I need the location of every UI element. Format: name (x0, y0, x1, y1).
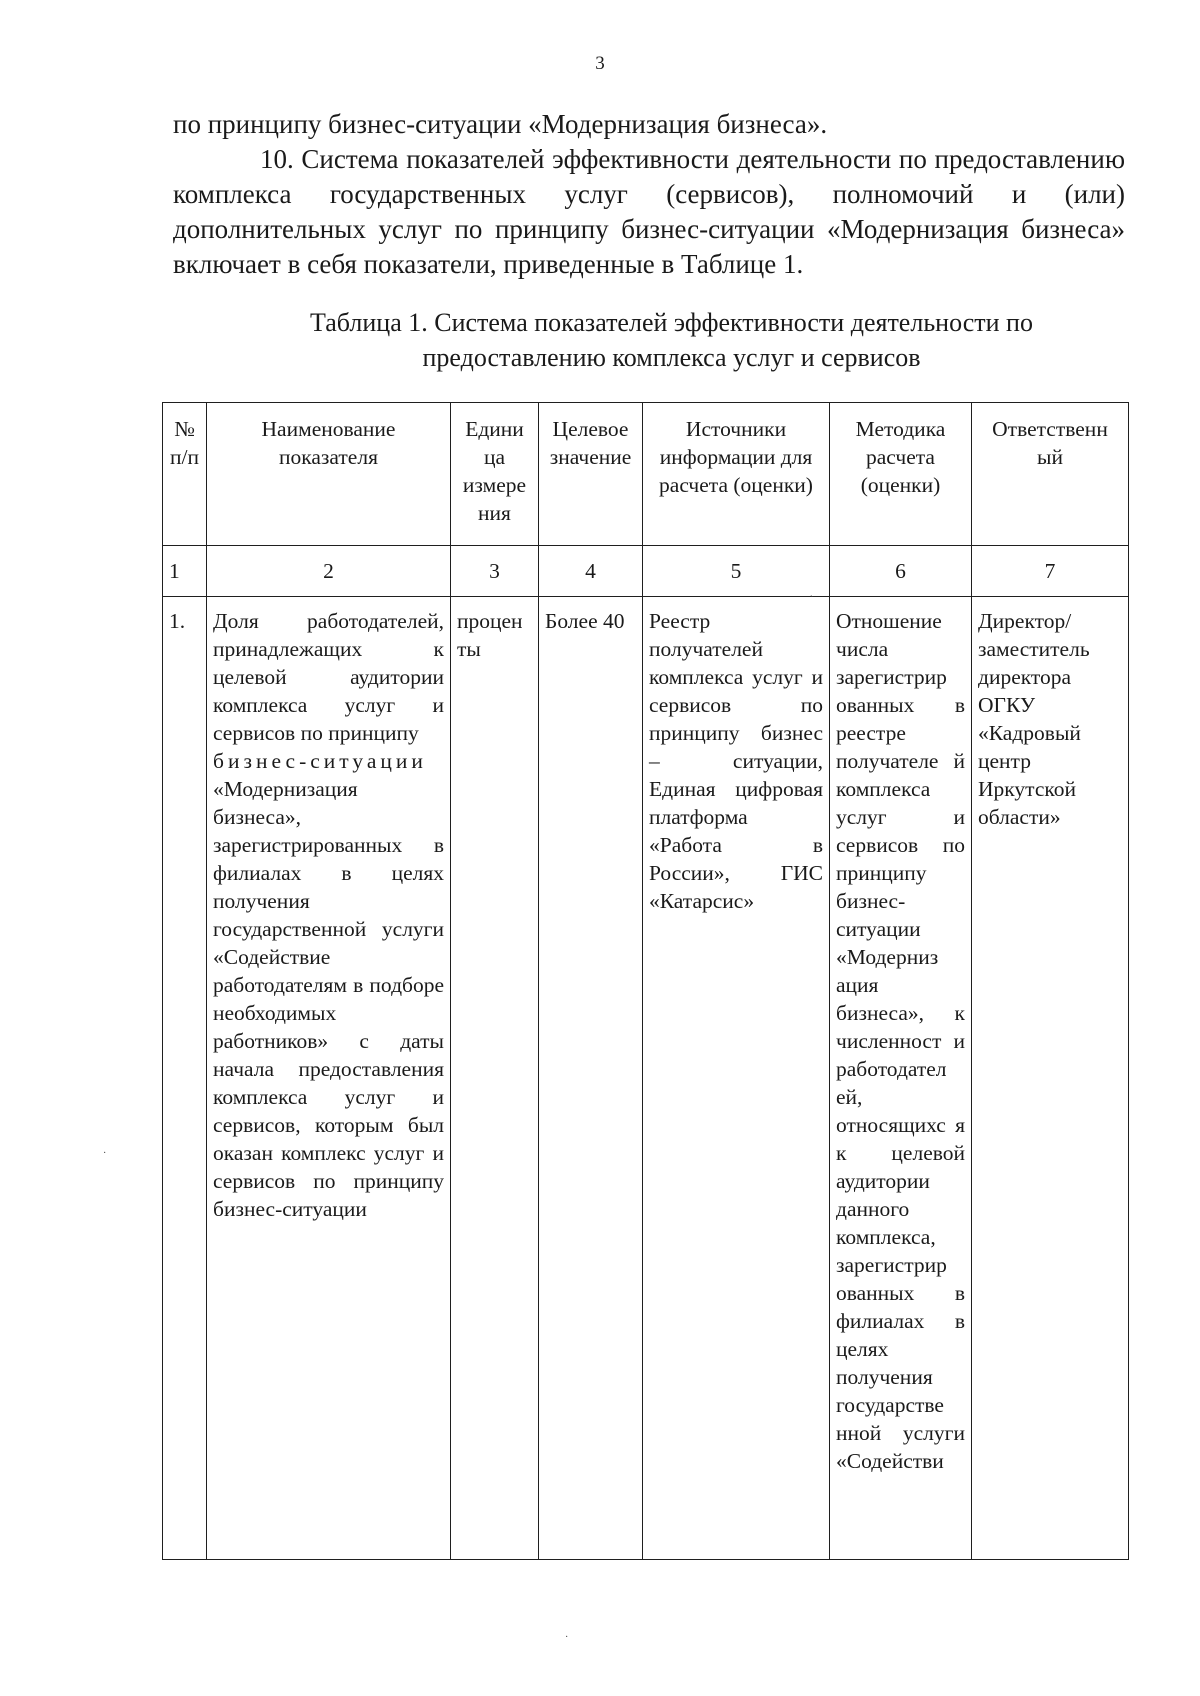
information-source: Реестр получателей комплекса услуг и сервисов по принципу бизнес – ситуации, Единая цифровая платформа «Работа в России», ГИС «Катарсис» (643, 597, 830, 1560)
table-row (163, 597, 1129, 1560)
table-caption (173, 305, 1125, 375)
header-cell: Целевое значение (539, 403, 643, 546)
paragraph-10 (173, 142, 1125, 282)
header-cell: № п/п (163, 403, 207, 546)
scan-speck: · (565, 1632, 569, 1643)
header-cell: Ответственн ый (972, 403, 1129, 546)
paragraph-10-number: 10. (260, 144, 294, 174)
header-cell: Едини ца измере ния (451, 403, 539, 546)
responsible-party: Директор/ заместитель директора ОГКУ «Кадровый центр Иркутской области» (972, 597, 1129, 1560)
scan-speck: ˋ (810, 595, 814, 606)
paragraph-continuation: по принципу бизнес-ситуации «Модернизация бизнеса». (173, 109, 828, 139)
column-number: 1 (163, 546, 207, 597)
indicator-name (207, 597, 451, 1560)
table-caption-line-1: Таблица 1. Система показателей эффективности деятельности по (310, 308, 1033, 337)
indicator-name-part-3: «Модернизация бизнеса», зарегистрированных в филиалах в целях получения государственной услуги «Содействие работодателям в подборе необходимых работников» с даты начала предоставления комплекса услуг и сервисов, которым был оказан комплекс услуг и сервисов по принципу бизнес-ситуации (213, 777, 444, 1221)
column-number: 6 (830, 546, 972, 597)
column-number: 5 (643, 546, 830, 597)
column-numbers-row (163, 546, 1129, 597)
column-number: 4 (539, 546, 643, 597)
header-cell: Методика расчета (оценки) (830, 403, 972, 546)
column-number: 2 (207, 546, 451, 597)
target-value: Более 40 (539, 597, 643, 1560)
header-cell: Источники информации для расчета (оценки) (643, 403, 830, 546)
column-number: 3 (451, 546, 539, 597)
column-number: 7 (972, 546, 1129, 597)
row-number: 1. (163, 597, 207, 1560)
indicator-name-part-2: бизнес-ситуации (213, 749, 427, 773)
unit-of-measure: процен ты (451, 597, 539, 1560)
table-header-row (163, 403, 1129, 546)
calculation-method: Отношение числа зарегистрир ованных в реестре получателе й комплекса услуг и сервисов по принципу бизнес-ситуации «Модерниз ация бизнеса», к численност и работодател ей, относящихс я к целевой аудитории данного комплекса, зарегистрир ованных в филиалах в целях получения государстве нной услуги «Содействи (830, 597, 972, 1560)
indicators-table (162, 402, 1129, 1560)
indicator-name-part-1: Доля работодателей, принадлежащих к целевой аудитории комплекса услуг и сервисов по принципу (213, 609, 444, 745)
header-cell: Наименование показателя (207, 403, 451, 546)
page-number: 3 (595, 53, 605, 74)
scan-speck: · (103, 1148, 107, 1159)
paragraph-10-text: Система показателей эффективности деятельности по предоставлению комплекса государственных услуг (сервисов), полномочий и (или) дополнительных услуг по принципу бизнес-ситуации «Модернизация бизнеса» включает в себя показатели, приведенные в Таблице 1. (173, 144, 1125, 279)
table-caption-line-2: предоставлению комплекса услуг и сервисов (422, 343, 921, 372)
